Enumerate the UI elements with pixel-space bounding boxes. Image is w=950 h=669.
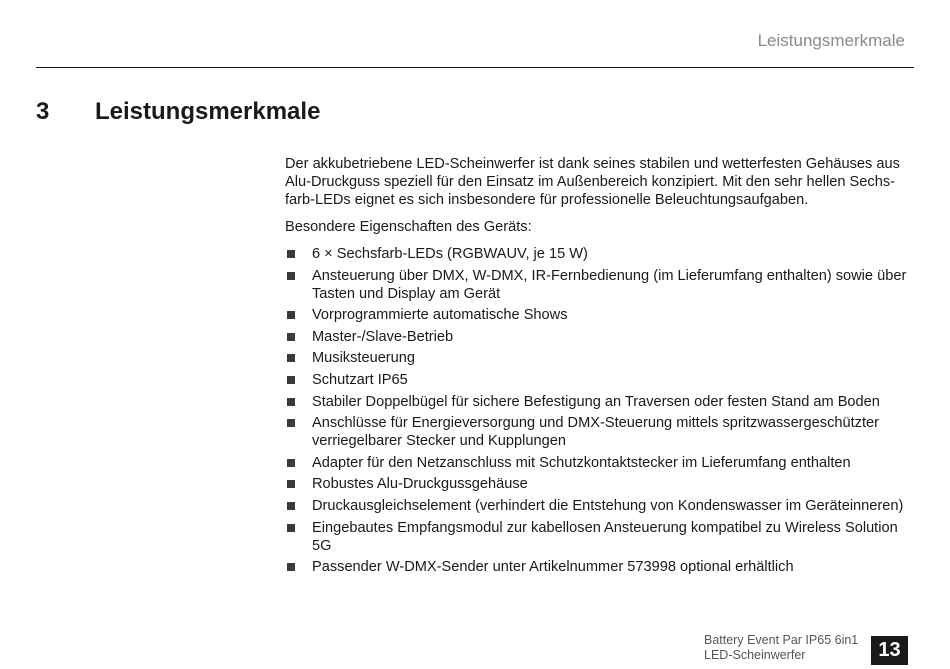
main-content xyxy=(285,155,910,580)
square-bullet-icon xyxy=(287,311,295,319)
list-item xyxy=(285,393,910,411)
square-bullet-icon xyxy=(287,563,295,571)
chapter-number: 3 xyxy=(36,98,50,125)
list-item-text: Musiksteuerung xyxy=(312,350,416,367)
list-item xyxy=(285,519,910,555)
square-bullet-icon xyxy=(287,250,295,258)
square-bullet-icon xyxy=(287,480,295,488)
list-item xyxy=(285,371,910,389)
square-bullet-icon xyxy=(287,333,295,341)
page-number-badge: 13 xyxy=(871,636,908,665)
list-item-text: Druckausgleichselement (verhindert die Entstehung von Kondenswasser im Geräteinneren) xyxy=(312,497,904,514)
list-item-text: Vorprogrammierte automatische Shows xyxy=(312,307,568,324)
list-item xyxy=(285,267,910,303)
list-item xyxy=(285,454,910,472)
intro-paragraph: Der akkubetriebene LED-Scheinwerfer ist dank seines stabilen und wetterfesten Gehäuses aus Alu-Druckguss speziell für den Einsatz im Außenbereich konzipiert. Mit den sehr hellen Sechsfarb-LEDs eignet es sich insbesondere für professionelle Beleuchtungsaufgaben. xyxy=(285,156,900,208)
list-item xyxy=(285,497,910,515)
list-item-text: Robustes Alu-Druckgussgehäuse xyxy=(312,476,528,493)
list-item xyxy=(285,558,910,576)
features-subheading: Besondere Eigenschaften des Geräts: xyxy=(285,219,532,235)
list-item-text: Ansteuerung über DMX, W-DMX, IR-Fernbedienung (im Lieferumfang enthalten) sowie über Tasten und Display am Gerät xyxy=(312,267,907,302)
header-divider xyxy=(36,67,914,68)
list-item-text: Adapter für den Netzanschluss mit Schutzkontaktstecker im Lieferumfang enthalten xyxy=(312,454,851,471)
list-item xyxy=(285,328,910,346)
square-bullet-icon xyxy=(287,419,295,427)
square-bullet-icon xyxy=(287,354,295,362)
list-item xyxy=(285,245,910,263)
square-bullet-icon xyxy=(287,459,295,467)
features-list xyxy=(285,245,910,576)
list-item xyxy=(285,475,910,493)
list-item-text: Passender W-DMX-Sender unter Artikelnummer 573998 optional erhältlich xyxy=(312,559,794,576)
list-item xyxy=(285,306,910,324)
square-bullet-icon xyxy=(287,272,295,280)
footer-product-name: Battery Event Par IP65 6in1 xyxy=(704,633,859,647)
list-item-text: Anschlüsse für Energieversorgung und DMX-Steuerung mittels spritzwassergeschützter verriegelbarer Stecker und Kupplungen xyxy=(312,415,879,450)
square-bullet-icon xyxy=(287,502,295,510)
square-bullet-icon xyxy=(287,376,295,384)
list-item xyxy=(285,349,910,367)
square-bullet-icon xyxy=(287,524,295,532)
running-header: Leistungsmerkmale xyxy=(757,31,905,50)
list-item-text: Eingebautes Empfangsmodul zur kabellosen Ansteuerung kompatibel zu Wireless Solution 5G xyxy=(312,519,898,554)
footer-product-info xyxy=(704,633,858,663)
square-bullet-icon xyxy=(287,398,295,406)
list-item-text: Master-/Slave-Betrieb xyxy=(312,328,454,345)
list-item-text: 6 × Sechsfarb-LEDs (RGBWAUV, je 15 W) xyxy=(312,246,588,262)
chapter-title: Leistungsmerkmale xyxy=(95,98,321,125)
list-item-text: Schutzart IP65 xyxy=(312,371,408,388)
list-item-text: Stabiler Doppelbügel für sichere Befestigung an Traversen oder festen Stand am Boden xyxy=(312,393,880,410)
footer-product-type: LED-Scheinwerfer xyxy=(704,648,806,662)
list-item xyxy=(285,414,910,450)
